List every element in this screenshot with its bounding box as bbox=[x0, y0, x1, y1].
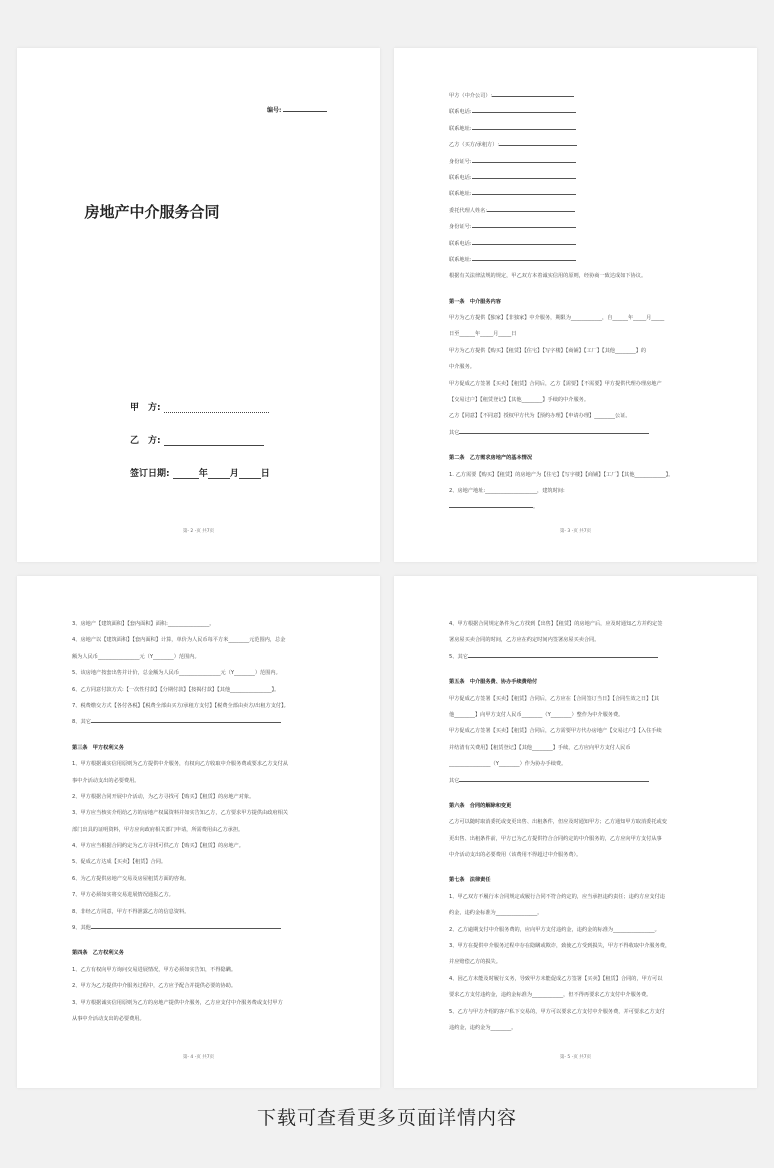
text-line bbox=[449, 154, 709, 170]
line-text: 日至______年_____月_____日 bbox=[449, 331, 517, 338]
fill-in-blank bbox=[499, 137, 577, 146]
section-heading bbox=[449, 798, 709, 814]
line-text: 2、甲方根据合同开展中介活动，为乙方寻找可【购买】【租赁】的房地产对象。 bbox=[72, 793, 255, 800]
text-line bbox=[449, 987, 709, 1003]
line-text: 8、非经乙方同意，甲方不得泄露乙方的信息资料。 bbox=[72, 908, 190, 915]
text-line bbox=[449, 723, 709, 739]
text-line bbox=[449, 343, 709, 359]
page-footer: 第- 3 -页 共7页 bbox=[559, 529, 592, 534]
line-text: 其它 bbox=[449, 777, 460, 784]
page-content bbox=[449, 616, 709, 1036]
text-line bbox=[449, 632, 709, 648]
text-line bbox=[449, 889, 709, 905]
text-line bbox=[72, 789, 332, 805]
line-text: 6、为乙方提供房地产交易及房屋租赁方面的咨询。 bbox=[72, 875, 190, 882]
text-line bbox=[72, 682, 332, 698]
text-line bbox=[449, 104, 709, 120]
line-text: 甲方为乙方提供【购买】【租赁】【住宅】【写字楼】【商铺】【工厂】【其他________】的 bbox=[449, 347, 647, 354]
fill-in-blank bbox=[487, 203, 575, 212]
spacer bbox=[449, 441, 709, 450]
text-line bbox=[72, 978, 332, 994]
line-text: 联系地址: bbox=[449, 256, 472, 263]
line-text: 部门出具的证明资料，甲方应向政府相关部门申请，所需费用由乙方承担。 bbox=[72, 826, 244, 833]
text-line bbox=[449, 88, 709, 104]
text-line bbox=[72, 649, 332, 665]
text-line bbox=[72, 805, 332, 821]
line-text: 1. 乙方需要【购买】【租赁】的房地产为【住宅】【写字楼】【商铺】【工厂】【其他____________】。 bbox=[449, 471, 674, 478]
line-text: 8、其它 bbox=[72, 719, 91, 726]
party-b-label: 乙 方: bbox=[130, 436, 161, 446]
line-text: 4、甲方根据合同规定条件为乙方找到【出售】【租赁】的房地产后，应及时通知乙方并约定签 bbox=[449, 621, 663, 627]
text-line bbox=[449, 236, 709, 252]
fill-in-blank bbox=[472, 236, 576, 245]
line-text: 甲方（中介公司）: bbox=[449, 93, 493, 99]
line-text: 联系地址: bbox=[449, 191, 472, 198]
fill-in-blank bbox=[459, 425, 649, 434]
line-text: 身份证号: bbox=[449, 158, 472, 165]
text-line bbox=[449, 691, 709, 707]
text-line bbox=[449, 326, 709, 342]
line-text: 9、其他 bbox=[72, 925, 91, 932]
text-line bbox=[72, 698, 332, 714]
text-line bbox=[72, 838, 332, 854]
text-line bbox=[449, 773, 709, 789]
line-text: 2、乙方逾期支付中介服务费的，应向甲方支付违约金，违约金的标准为________________。 bbox=[449, 926, 660, 933]
line-text: 4、甲方应当根据合同约定为乙方寻找可供乙方【购买】【租赁】的房地产。 bbox=[72, 843, 244, 850]
line-text: 并结清有关费用】【租赁登记】【其他________】手续，乙方应向甲方支付人民币 bbox=[449, 744, 631, 751]
line-text: 2、甲方为乙方提供中介服务过程中，乙方应予配合并提供必要的协助。 bbox=[72, 983, 237, 990]
text-line bbox=[72, 756, 332, 772]
text-line bbox=[449, 499, 709, 515]
text-line bbox=[449, 616, 709, 632]
line-text: 联系地址: bbox=[449, 125, 472, 132]
line-text: 乙方可以随时取消委托或变更出售、出租条件，但应及时通知甲方；乙方通知甲方取消委托或变 bbox=[449, 819, 667, 826]
fill-in-blank bbox=[472, 104, 576, 113]
text-line bbox=[449, 137, 709, 153]
download-caption: 下载可查看更多页面详情内容 bbox=[256, 1107, 517, 1129]
text-line bbox=[449, 971, 709, 987]
text-line bbox=[449, 847, 709, 863]
contract-number-label: 编号: bbox=[267, 107, 282, 114]
text-line bbox=[449, 186, 709, 202]
sign-date-line bbox=[130, 466, 270, 479]
contract-number-line bbox=[267, 105, 327, 114]
line-text: 1、甲方根据诚实信用原则为乙方提供中介服务，有权向乙方收取中介服务费或要求乙方支付从 bbox=[72, 761, 288, 768]
text-line bbox=[72, 904, 332, 920]
text-line bbox=[449, 170, 709, 186]
text-line bbox=[449, 922, 709, 938]
text-line bbox=[449, 938, 709, 954]
line-text: 4、因乙方未能及时履行义务，导致甲方未能促成乙方签署【买卖】【租赁】合同的，甲方可以 bbox=[449, 975, 663, 982]
line-text: 事中介活动支出的必要费用。 bbox=[72, 777, 140, 784]
text-line bbox=[449, 740, 709, 756]
line-text: 甲方为乙方提供【独家】【非独家】中介服务，期限为____________，自______年_____月_____ bbox=[449, 315, 665, 322]
sign-month-label: 月 bbox=[229, 469, 239, 479]
sign-date-label: 签订日期: bbox=[130, 469, 170, 479]
fill-in-blank bbox=[459, 773, 649, 782]
text-line bbox=[449, 483, 709, 499]
text-line bbox=[72, 962, 332, 978]
section-heading bbox=[449, 872, 709, 888]
text-line bbox=[449, 310, 709, 326]
line-text: 2、房地产地址:____________________，建筑时间: bbox=[449, 487, 565, 494]
party-a-blank bbox=[164, 404, 269, 413]
page-content bbox=[449, 88, 709, 516]
text-line bbox=[449, 392, 709, 408]
text-line bbox=[72, 616, 332, 632]
text-line bbox=[449, 831, 709, 847]
text-line bbox=[72, 632, 332, 648]
spacer bbox=[449, 285, 709, 294]
text-line bbox=[449, 814, 709, 830]
page-footer: 第- 4 -页 共7页 bbox=[182, 1055, 215, 1060]
line-text: 委托代理人姓名: bbox=[449, 207, 488, 214]
line-text: 联系电话: bbox=[449, 109, 472, 116]
text-line bbox=[72, 871, 332, 887]
spacer bbox=[72, 936, 332, 945]
fill-in-blank bbox=[472, 219, 576, 228]
line-text: 其它 bbox=[449, 429, 460, 436]
text-line bbox=[449, 649, 709, 665]
spacer bbox=[449, 863, 709, 872]
section-heading bbox=[72, 740, 332, 756]
line-text: 第六条 合同的解除和变更 bbox=[449, 802, 512, 809]
line-text: 违约金，违约金为________。 bbox=[449, 1024, 517, 1031]
page-content bbox=[72, 616, 332, 1027]
fill-in-blank bbox=[472, 170, 576, 179]
line-suffix: 。 bbox=[533, 504, 539, 511]
line-text: 额为人民币________________元（Y________）范围内。 bbox=[72, 653, 200, 660]
section-heading bbox=[449, 450, 709, 466]
line-text: 5、该房地产按套出售并计价，总金额为人民币________________元（Y________）范围内。 bbox=[72, 670, 281, 677]
line-text: 第四条 乙方权利义务 bbox=[72, 950, 124, 957]
line-text: 3、房地产【建筑面积】【套内面积】面积:________________。 bbox=[72, 621, 215, 627]
line-text: 1、乙方有权向甲方询问交易进展情况，甲方必须如实告知，不得隐瞒。 bbox=[72, 966, 237, 973]
text-line bbox=[449, 203, 709, 219]
text-line bbox=[449, 121, 709, 137]
text-line bbox=[72, 854, 332, 870]
text-line bbox=[72, 714, 332, 730]
text-line bbox=[72, 665, 332, 681]
party-a-label: 甲 方: bbox=[130, 403, 161, 413]
line-text: 署房屋买卖合同的时间，乙方应在约定时间内签署房屋买卖合同。 bbox=[449, 637, 600, 644]
spacer bbox=[72, 731, 332, 740]
line-text: ________________（Y________）作为协办手续费。 bbox=[449, 761, 567, 768]
fill-in-blank bbox=[91, 920, 281, 929]
line-text: 3、甲方应当核实介绍给乙方的房地产权属资料并如实告知乙方，乙方要求甲方提供由政府相关 bbox=[72, 810, 288, 817]
line-text: 第一条 中介服务内容 bbox=[449, 298, 501, 305]
line-text: 第三条 甲方权利义务 bbox=[72, 744, 124, 751]
line-text: 7、甲方必须如实将交易进展情况通报乙方。 bbox=[72, 892, 174, 899]
line-text: 乙方【同意】【不同意】授权甲方代为【预约办理】【申请办理】________公证。 bbox=[449, 413, 631, 420]
text-line bbox=[449, 467, 709, 483]
text-line bbox=[449, 756, 709, 772]
line-text: 第二条 乙方需求房地产的基本情况 bbox=[449, 455, 533, 462]
text-line bbox=[449, 376, 709, 392]
line-text: 【交易过户】【租赁登记】【其他________】手续的中介服务。 bbox=[449, 397, 590, 404]
line-text: 4、房地产以【建筑面积】【套内面积】计算，单价为人民币每平方米________元范围内，总金 bbox=[72, 637, 286, 644]
fill-in-blank bbox=[492, 88, 574, 97]
fill-in-blank bbox=[91, 714, 281, 723]
text-line bbox=[72, 995, 332, 1011]
line-text: 甲方促成乙方签署【买卖】【租赁】合同后，乙方需要甲方代办房地产【交易过户】【入住手续 bbox=[449, 728, 662, 735]
line-text: 约金，违约金标准为________________。 bbox=[449, 910, 543, 917]
line-text: 3、甲方在提供中介服务过程中存在隐瞒或欺诈，致使乙方受到损失，甲方不得收取中介服务费， bbox=[449, 943, 671, 950]
line-text: 要求乙方支付违约金，违约金标准为____________，但不得再要求乙方支付中介服务费。 bbox=[449, 992, 652, 999]
line-text: 6、乙方同意付款方式:【一次性付款】【分期付款】【按揭付款】【其他________________】。 bbox=[72, 686, 280, 693]
text-line bbox=[72, 822, 332, 838]
spacer bbox=[449, 665, 709, 674]
line-text: 更出售、出租条件前，甲方已为乙方提供符合合同约定的中介服务的，乙方应向甲方支付从事 bbox=[449, 835, 662, 842]
line-text: 甲方促成乙方签署【买卖】【租赁】合同后，乙方【需要】【不需要】甲方提供代理办理房地产 bbox=[449, 380, 662, 387]
line-text: 从事中介活动支出的必要费用。 bbox=[72, 1015, 145, 1022]
text-line bbox=[449, 359, 709, 375]
text-line bbox=[449, 219, 709, 235]
spacer bbox=[449, 789, 709, 798]
line-text: 第五条 中介服务费、协办手续费给付 bbox=[449, 679, 538, 686]
text-line bbox=[449, 707, 709, 723]
line-text: 身份证号: bbox=[449, 224, 472, 231]
text-line bbox=[449, 1004, 709, 1020]
page-footer: 第- 2 -页 共7页 bbox=[182, 529, 215, 534]
text-line bbox=[72, 773, 332, 789]
fill-in-blank bbox=[472, 121, 576, 130]
section-heading bbox=[449, 294, 709, 310]
text-line bbox=[449, 268, 709, 284]
text-line bbox=[449, 1020, 709, 1036]
line-text: 联系电话: bbox=[449, 240, 472, 247]
fill-in-blank bbox=[468, 649, 658, 658]
text-line bbox=[449, 905, 709, 921]
line-text: 7、税费缴交方式【各付各税】【税费全部由买方/承租方支付】【税费全部由卖方/出租方支付】。 bbox=[72, 702, 289, 709]
fill-in-blank bbox=[472, 154, 576, 163]
page-footer: 第- 5 -页 共7页 bbox=[559, 1055, 592, 1060]
fill-in-blank bbox=[449, 499, 533, 508]
contract-page-2 bbox=[394, 48, 757, 562]
text-line bbox=[72, 887, 332, 903]
line-text: 3、甲方根据诚实信用原则为乙方的房地产提供中介服务，乙方应支付中介服务费或支付甲方 bbox=[72, 999, 283, 1006]
text-line bbox=[449, 252, 709, 268]
line-text: 1、甲乙双方不履行本合同规定或履行合同不符合约定的，应当承担违约责任；违约方应支付违 bbox=[449, 893, 665, 900]
line-text: 并应赔偿乙方的损失。 bbox=[449, 959, 501, 966]
fill-in-blank bbox=[472, 186, 576, 195]
line-text: 根据有关法律法规的规定，甲乙双方本着诚实信用的原则，经协商一致达成如下协议。 bbox=[449, 273, 647, 280]
line-text: 他________】向甲方支付人民币________（Y________）整作为中介服务费。 bbox=[449, 711, 624, 718]
text-line bbox=[449, 408, 709, 424]
section-heading bbox=[72, 945, 332, 961]
line-text: 5、乙方与甲方介绍的客户私下交易的，甲方可以要求乙方支付中介服务费，并可要求乙方支付 bbox=[449, 1008, 665, 1015]
party-a-line bbox=[130, 400, 269, 413]
contract-page-3 bbox=[17, 576, 380, 1088]
sign-day-label: 日 bbox=[260, 469, 270, 479]
text-line bbox=[449, 954, 709, 970]
line-text: 甲方促成乙方签署【买卖】【租赁】合同后，乙方应在【合同签订当日】【合同生效之日】【其 bbox=[449, 695, 660, 702]
text-line bbox=[449, 425, 709, 441]
text-line bbox=[72, 920, 332, 936]
line-text: 中介服务。 bbox=[449, 364, 475, 371]
line-text: 第七条 法律责任 bbox=[449, 877, 491, 884]
party-b-blank bbox=[164, 437, 264, 446]
line-text: 中介活动支出的必要费用（该费用不得超过中介服务费）。 bbox=[449, 852, 582, 859]
fill-in-blank bbox=[472, 252, 576, 261]
text-line bbox=[72, 1011, 332, 1027]
sign-year-label: 年 bbox=[198, 469, 208, 479]
line-text: 乙方（买方/承租方）: bbox=[449, 142, 500, 149]
contract-page-4 bbox=[394, 576, 757, 1088]
section-heading bbox=[449, 674, 709, 690]
contract-number-blank bbox=[283, 111, 327, 112]
line-text: 5、其它 bbox=[449, 653, 468, 660]
contract-title: 房地产中介服务合同 bbox=[84, 203, 220, 221]
party-b-line bbox=[130, 433, 264, 446]
line-text: 5、促成乙方达成【买卖】【租赁】合同。 bbox=[72, 859, 167, 866]
line-text: 联系电话: bbox=[449, 174, 472, 181]
contract-page-cover bbox=[17, 48, 380, 562]
